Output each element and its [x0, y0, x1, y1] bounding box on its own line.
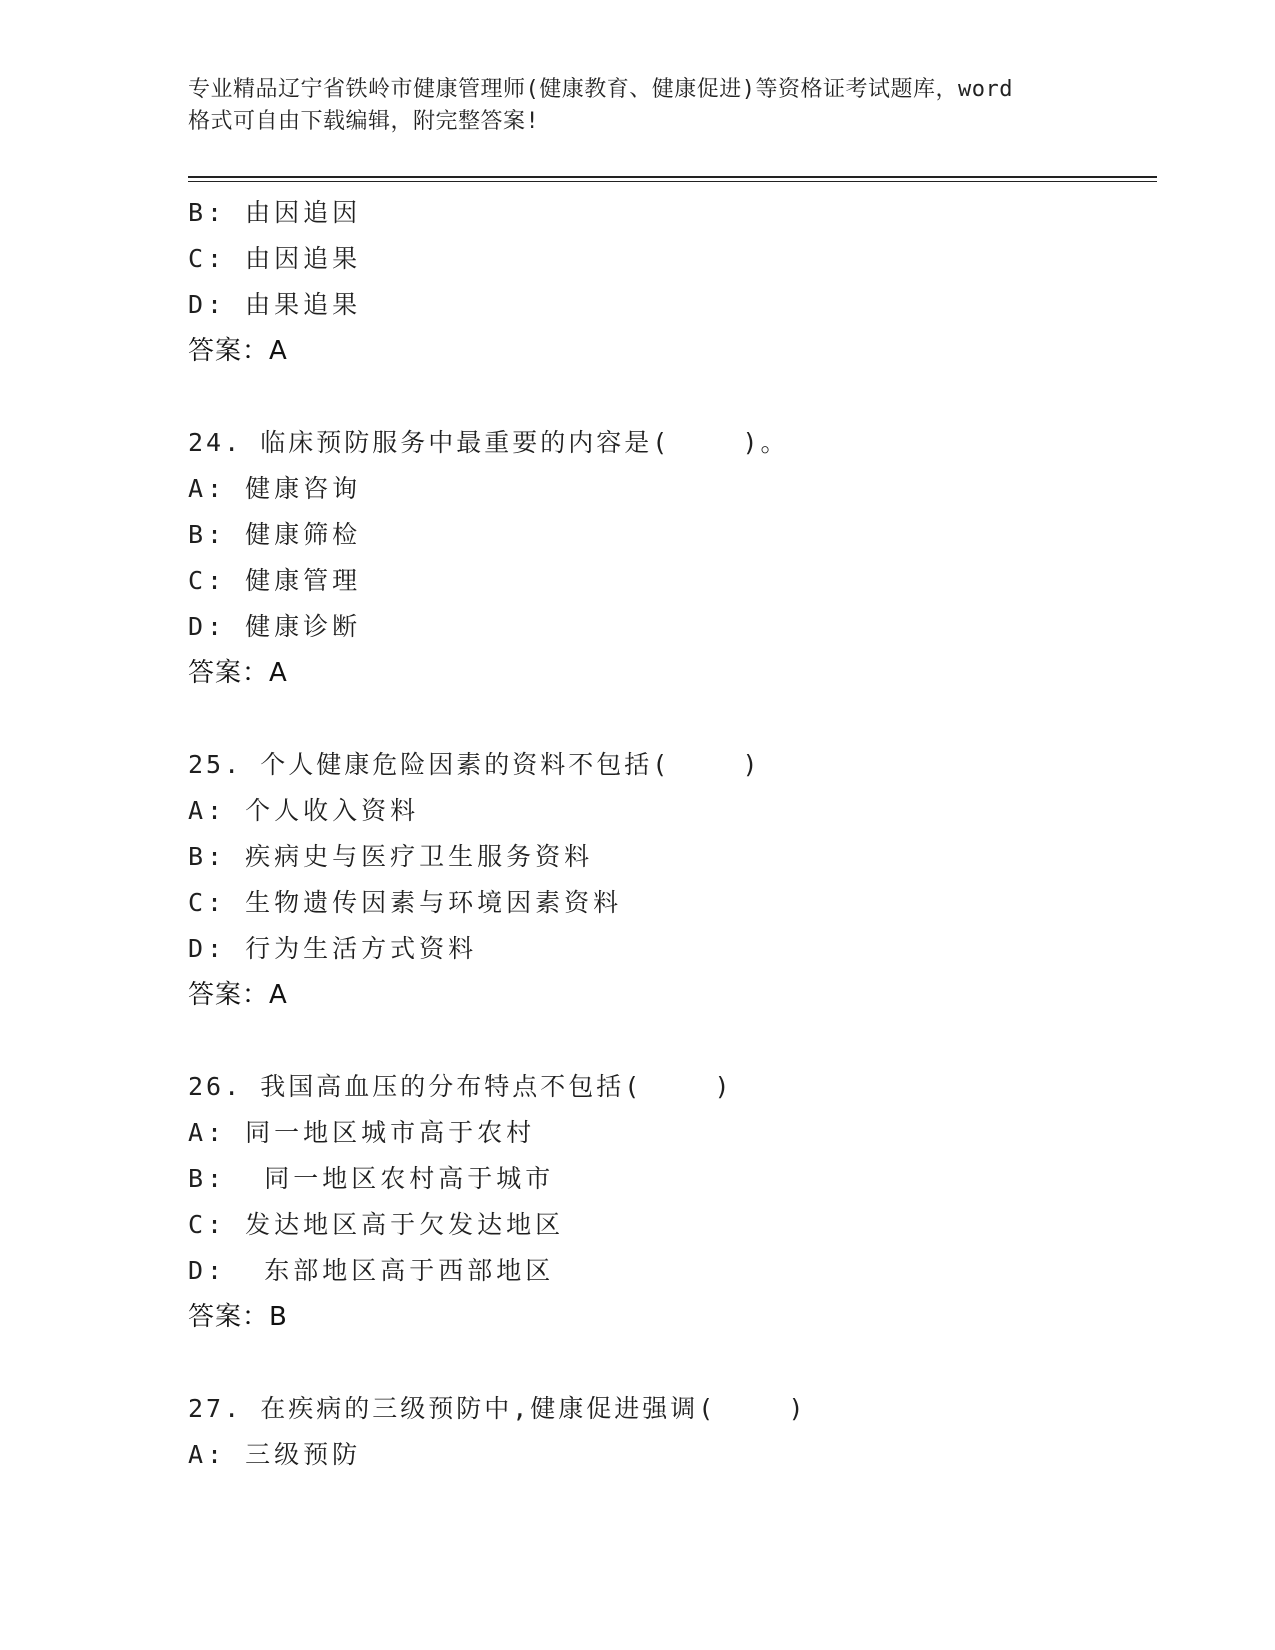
answer-line: 答案：A [188, 980, 288, 1010]
spacer [188, 696, 1148, 742]
question-23-tail [188, 190, 1148, 374]
option-a: A: 个人收入资料 [188, 796, 420, 825]
spacer [188, 1340, 1148, 1386]
option-c: C: 生物遗传因素与环境因素资料 [188, 888, 623, 917]
header-line-1: 专业精品辽宁省铁岭市健康管理师(健康教育、健康促进)等资格证考试题库，word [188, 77, 1013, 102]
option-b: B: 疾病史与医疗卫生服务资料 [188, 842, 594, 871]
option-a: A: 同一地区城市高于农村 [188, 1118, 536, 1147]
option-b: B: 同一地区农村高于城市 [188, 1164, 555, 1193]
question-stem: 24. 临床预防服务中最重要的内容是( )。 [188, 428, 789, 457]
answer-line: 答案：A [188, 658, 288, 688]
option-a: A: 三级预防 [188, 1440, 362, 1469]
option-d: D: 健康诊断 [188, 612, 362, 641]
question-24 [188, 420, 1148, 696]
option-c: C: 健康管理 [188, 566, 362, 595]
question-stem: 26. 我国高血压的分布特点不包括( ) [188, 1072, 733, 1101]
question-stem: 27. 在疾病的三级预防中,健康促进强调( ) [188, 1394, 807, 1423]
question-stem: 25. 个人健康危险因素的资料不包括( ) [188, 750, 761, 779]
question-list [188, 190, 1148, 1478]
option-c: C: 由因追果 [188, 244, 362, 273]
option-c: C: 发达地区高于欠发达地区 [188, 1210, 565, 1239]
header-divider [188, 176, 1157, 182]
question-25 [188, 742, 1148, 1018]
option-a: A: 健康咨询 [188, 474, 362, 503]
option-d: D: 东部地区高于西部地区 [188, 1256, 555, 1285]
option-b: B: 由因追因 [188, 198, 362, 227]
option-d: D: 行为生活方式资料 [188, 934, 478, 963]
question-26 [188, 1064, 1148, 1340]
option-d: D: 由果追果 [188, 290, 362, 319]
spacer [188, 1018, 1148, 1064]
header-line-2: 格式可自由下载编辑，附完整答案! [188, 109, 540, 134]
document-header [188, 74, 1088, 138]
answer-line: 答案：A [188, 336, 288, 366]
spacer [188, 374, 1148, 420]
question-27 [188, 1386, 1148, 1478]
option-b: B: 健康筛检 [188, 520, 362, 549]
answer-line: 答案：B [188, 1302, 288, 1332]
